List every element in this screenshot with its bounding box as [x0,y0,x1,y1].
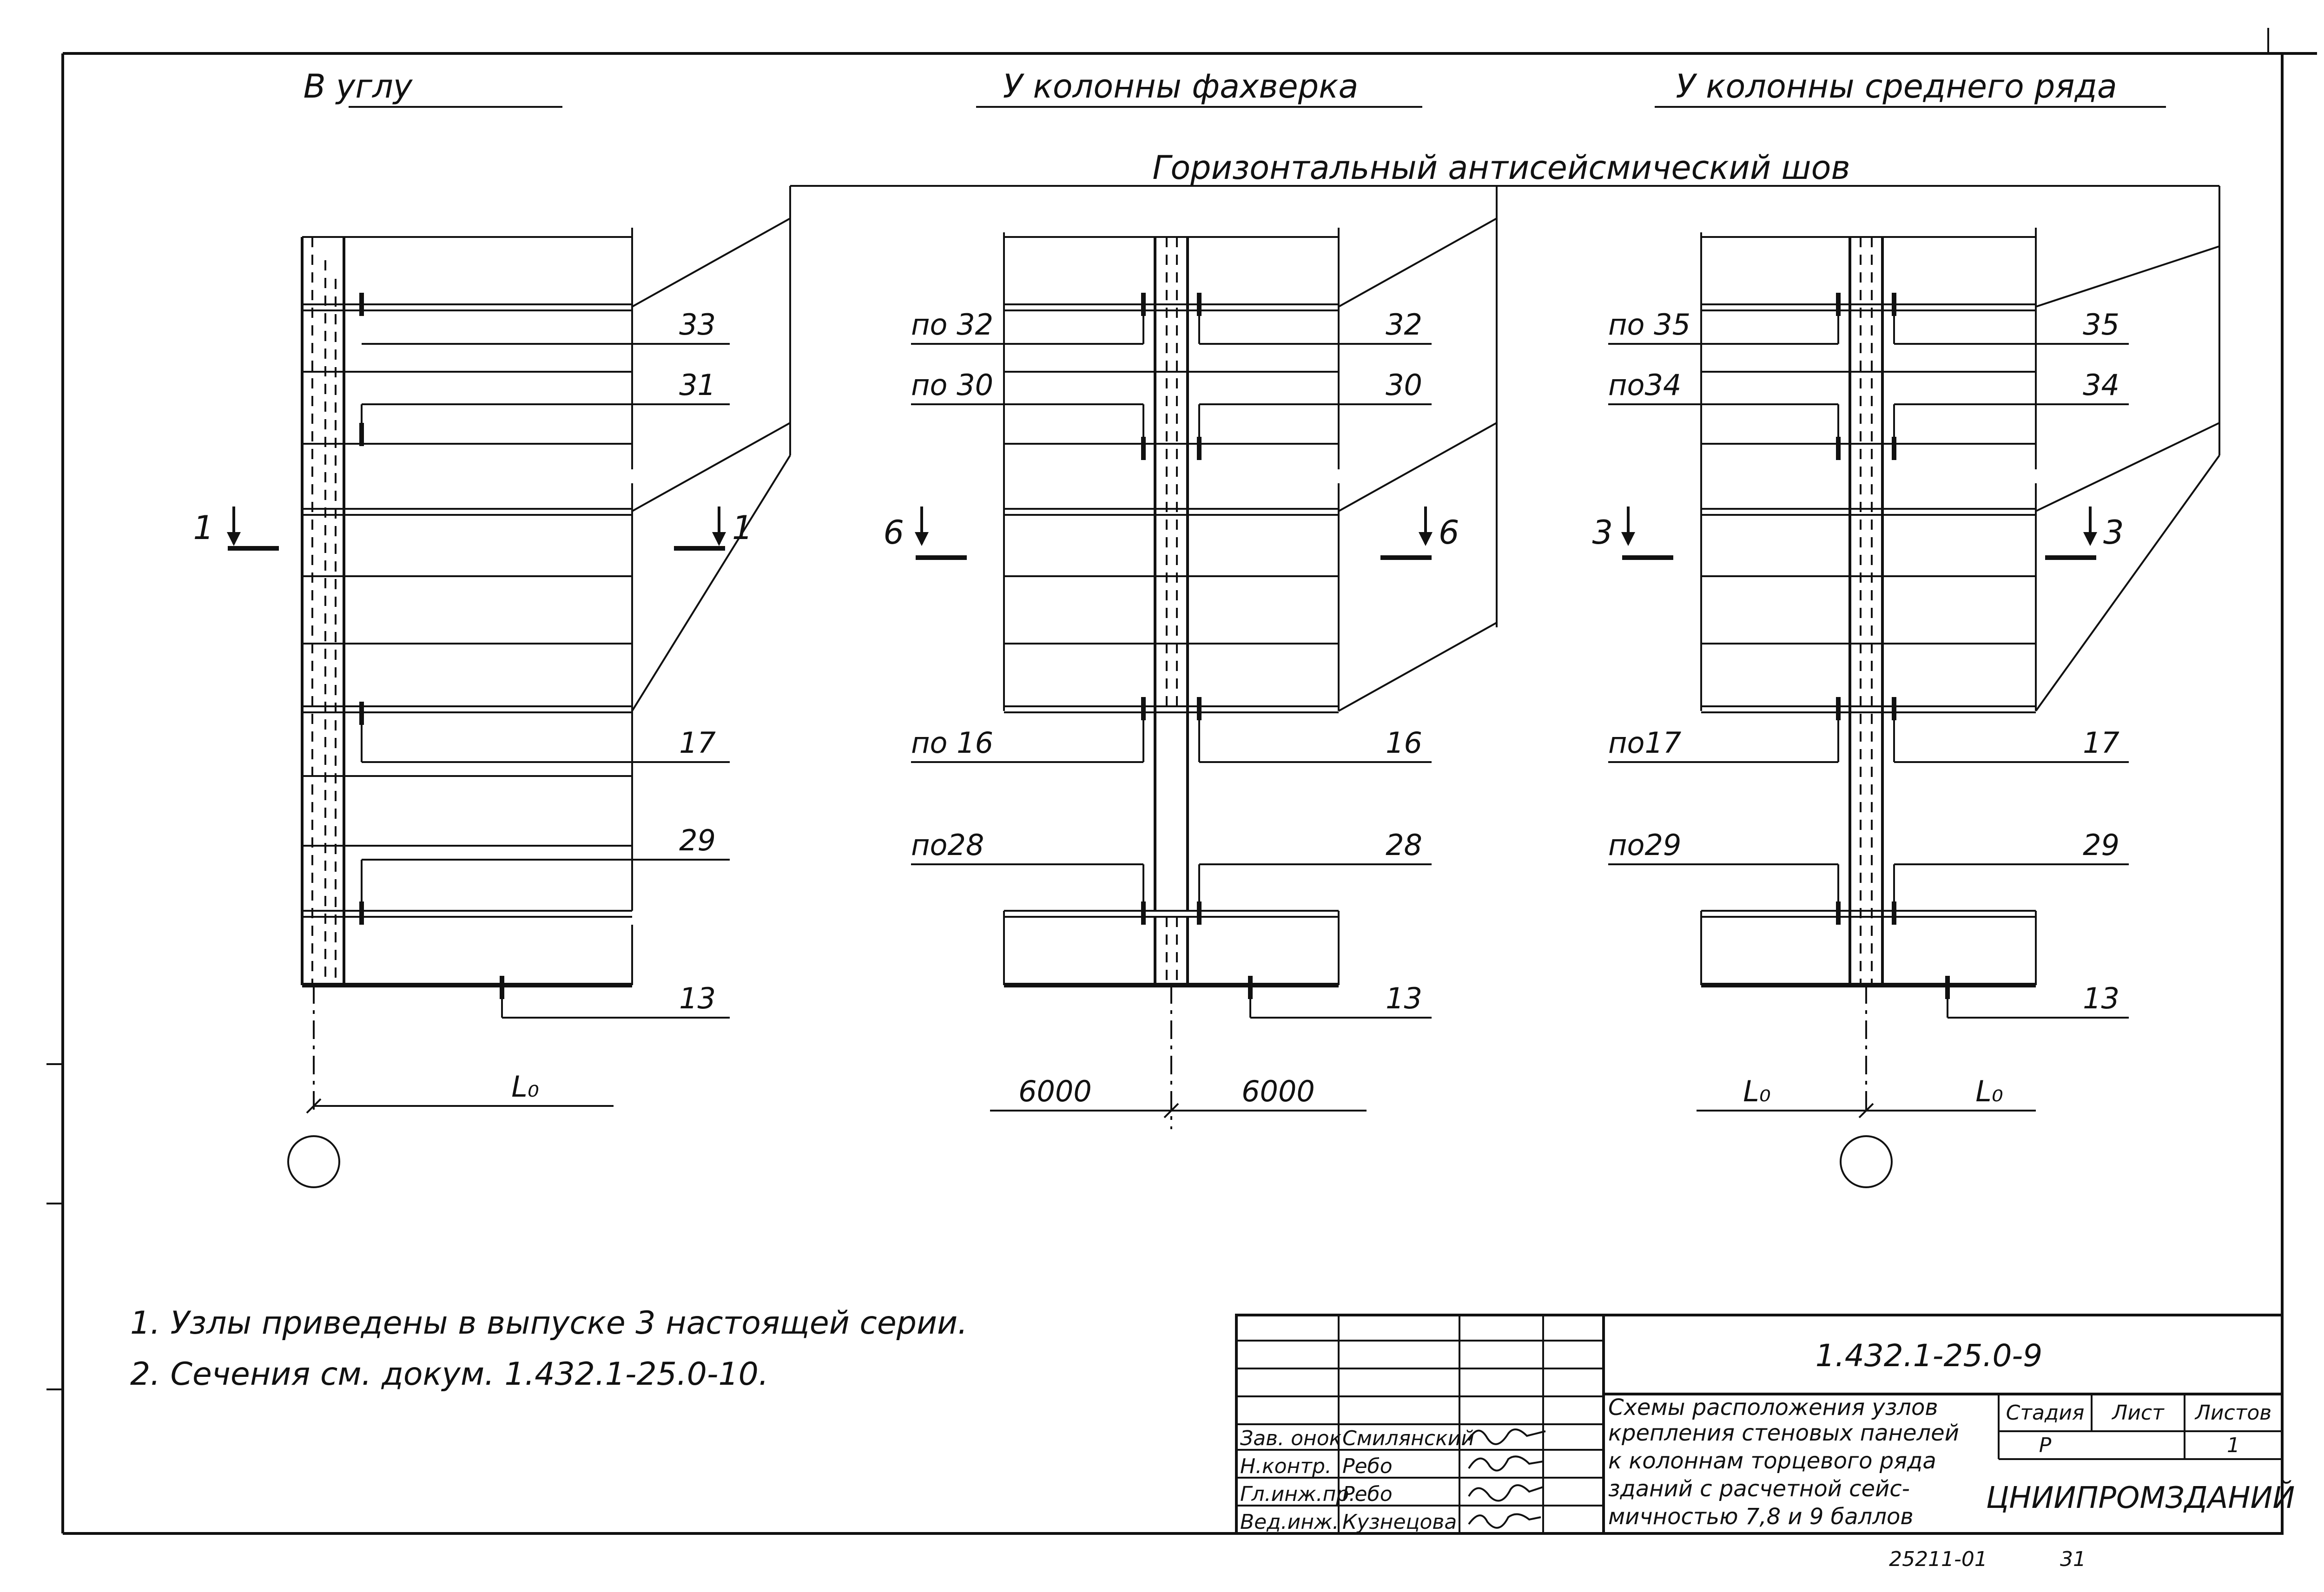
description-line-1: Схемы расположения узлов [1608,1395,1938,1421]
signature-4 [1469,1514,1541,1528]
seam-bracket [632,186,2219,711]
middle-node-right-17: 17 [2083,726,2119,760]
staff-name-3: Ребо [1342,1482,1393,1506]
fachwerk-node-right-30: 30 [1386,368,1422,402]
middle-node-right-13: 13 [2083,981,2119,1015]
middle-node-left-34: по34 [1608,368,1682,402]
sheets-value: 1 [2227,1434,2240,1457]
note-2: 2. Сечения см. докум. 1.432.1-25.0-10. [130,1356,769,1393]
staff-role-3: Гл.инж.пр. [1240,1482,1356,1506]
archive-number: 25211-01 [1889,1547,1987,1571]
middle-dimension-left: L₀ [1743,1074,1771,1108]
middle-node-right-35: 35 [2083,308,2119,342]
fachwerk-node-left-16: по 16 [911,726,994,760]
middle-node-right-29: 29 [2083,828,2119,862]
description-line-3: к колоннам торцевого ряда [1608,1448,1936,1474]
header-fachwerk: У колонны фахверка [1003,67,1359,105]
fachwerk-node-left-30: по 30 [911,368,994,402]
description-line-5: мичностью 7,8 и 9 баллов [1608,1504,1914,1530]
middle-row-scheme [1592,228,2129,1187]
note-1: 1. Узлы приведены в выпуске 3 настоящей серии. [130,1305,968,1342]
fachwerk-node-left-32: по 32 [911,308,994,342]
description-line-4: зданий с расчетной сейс- [1608,1476,1910,1502]
fachwerk-dimension-left: 6000 [1018,1074,1092,1108]
middle-node-right-34: 34 [2083,368,2119,402]
doc-code: 1.432.1-25.0-9 [1815,1338,2043,1374]
fachwerk-node-right-13: 13 [1386,981,1422,1015]
signature-1 [1469,1429,1545,1444]
stage-header: Стадия [2006,1401,2085,1425]
signature-3 [1469,1485,1543,1501]
stage-value: Р [2039,1434,2052,1457]
corner-section-right: 1 [732,509,753,547]
corner-section-left: 1 [193,509,214,547]
fachwerk-section-left: 6 [883,513,904,552]
organization: ЦНИИПРОМЗДАНИЙ [1986,1481,2295,1515]
corner-node-31: 31 [679,368,716,402]
middle-dimension-right: L₀ [1975,1074,2003,1108]
middle-node-left-29: по29 [1608,828,1682,862]
fachwerk-node-right-28: 28 [1386,828,1422,862]
sheets-header: Листов [2195,1401,2272,1425]
staff-name-2: Ребо [1342,1454,1393,1478]
staff-role-2: Н.контр. [1240,1454,1332,1478]
fachwerk-dimension-right: 6000 [1241,1074,1315,1108]
fachwerk-section-right: 6 [1439,513,1459,552]
staff-name-1: Смилянский [1342,1427,1474,1450]
staff-name-4: Кузнецова [1342,1510,1457,1534]
header-corner: В углу [303,67,413,105]
middle-node-left-35: по 35 [1608,308,1691,342]
fachwerk-node-left-28: по28 [911,828,984,862]
staff-role-1: Зав. онок [1240,1427,1342,1450]
middle-section-right: 3 [2103,513,2124,552]
corner-scheme [193,228,753,1187]
signature-2 [1469,1456,1543,1470]
seam-label: Горизонтальный антисейсмический шов [1152,149,1850,187]
corner-node-29: 29 [679,823,716,857]
fachwerk-node-right-32: 32 [1386,308,1422,342]
corner-axis-bubble [288,1136,339,1187]
title-block [1236,1315,2295,1534]
corner-node-17: 17 [679,726,716,760]
middle-node-left-17: по17 [1608,726,1682,760]
corner-node-13: 13 [679,981,716,1015]
fachwerk-scheme [883,228,1459,1129]
middle-axis-bubble [1841,1136,1892,1187]
fachwerk-node-right-16: 16 [1386,726,1422,760]
corner-node-33: 33 [679,308,716,342]
page-number: 31 [2060,1547,2086,1571]
staff-role-4: Вед.инж. [1240,1510,1339,1534]
description-line-2: крепления стеновых панелей [1608,1420,1959,1446]
header-middle-row: У колонны среднего ряда [1676,67,2117,105]
middle-section-left: 3 [1592,513,1613,552]
corner-dimension: L₀ [511,1070,539,1104]
sheet-header: Лист [2112,1401,2164,1425]
